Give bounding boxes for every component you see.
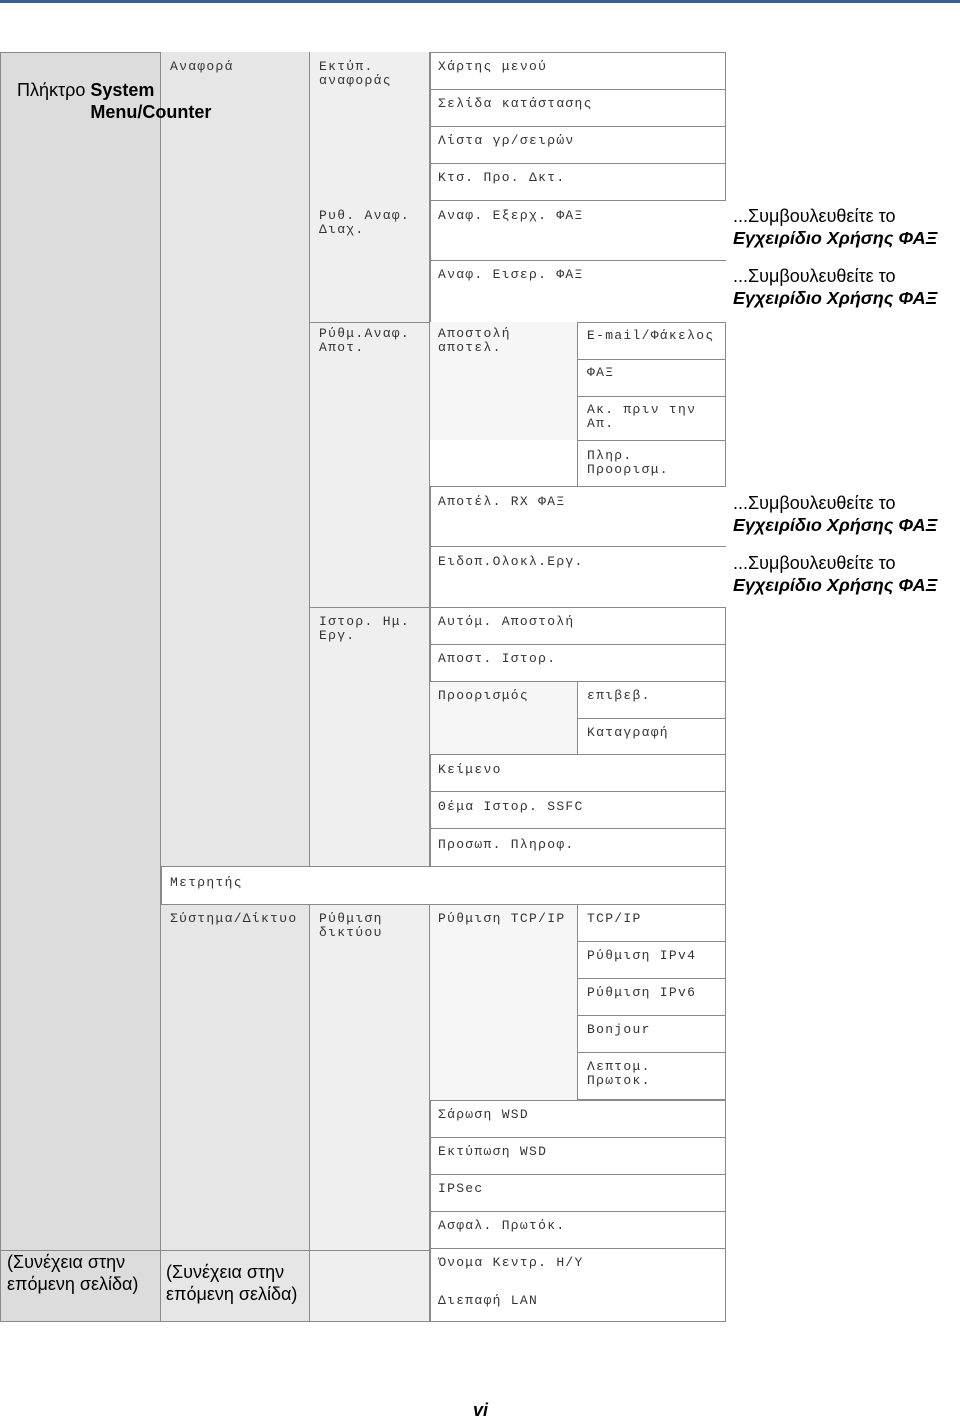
note-prefix: ...Συμβουλευθείτε το [733,553,896,573]
secure-protocol-item: Ασφαλ. Πρωτόκ. [438,1218,566,1233]
host-name-item: Όνομα Κεντρ. Η/Υ [438,1255,584,1270]
lan-interface-item: Διεπαφή LAN [438,1293,539,1308]
column-divider [309,904,310,1322]
note-manual: Εγχειρίδιο Χρήσης ΦΑΞ [733,288,938,308]
row-divider [310,322,430,323]
fax-manual-note [733,205,937,249]
border-line [160,52,161,1322]
email-folder-item: E-mail/Φάκελος [587,328,715,343]
print-report-label: Εκτύπ. αναφοράς [319,59,392,88]
note-prefix: ...Συμβουλευθείτε το [733,206,896,226]
personal-info-item: Προσωπ. Πληροφ. [438,837,575,852]
note-manual: Εγχειρίδιο Χρήσης ΦΑΞ [733,515,938,535]
col4-background [430,904,577,1101]
fax-manual-note [733,492,937,536]
report-label: Αναφορά [170,59,234,74]
status-page-item: Σελίδα κατάστασης [438,96,593,111]
row-divider [310,904,430,905]
job-finish-notice-item: Ειδοπ.Ολοκλ.Εργ. [438,554,584,569]
border-line [0,52,1,1322]
record-item: Καταγραφή [587,725,669,740]
wsd-print-item: Εκτύπωση WSD [438,1144,548,1159]
border-line [0,52,160,53]
note-prefix: ...Συμβουλευθείτε το [733,266,896,286]
incoming-fax-report-item: Αναφ. Εισερ. ΦΑΞ [438,267,584,282]
ipsec-item: IPSec [438,1181,484,1196]
key-label-prefix: Πλήκτρο [17,80,91,100]
col3-background [310,52,430,1322]
note-manual: Εγχειρίδιο Χρήσης ΦΑΞ [733,228,938,248]
menu-map-item: Χάρτης μενού [438,59,548,74]
wsd-scan-item: Σάρωση WSD [438,1107,530,1122]
ipv6-item: Ρύθμιση IPv6 [587,985,697,1000]
send-result-item: Αποστολή αποτελ. [438,326,511,355]
top-rule [0,0,960,3]
note-prefix: ...Συμβουλευθείτε το [733,493,896,513]
text-item: Κείμενο [438,762,502,777]
ipv4-item: Ρύθμιση IPv4 [587,948,697,963]
cell [161,866,726,905]
key-label-bold: System Menu/Counter [90,80,212,122]
job-log-history-label: Ιστορ. Ημ. Εργ. [319,614,411,643]
auto-sending-item: Αυτόμ. Αποστολή [438,614,575,629]
ssfc-subject-item: Θέμα Ιστορ. SSFC [438,799,584,814]
column-divider [309,52,310,866]
tcpip-settings-item: Ρύθμιση TCP/IP [438,911,566,926]
result-report-settings-label: Ρύθμ.Αναφ. Αποτ. [319,326,411,355]
border-line [160,1250,161,1322]
fax-rx-result-item: Αποτέλ. RX ΦΑΞ [438,494,566,509]
column-divider [429,52,430,866]
system-network-label: Σύστημα/Δίκτυο [170,911,298,926]
tcpip-item: TCP/IP [587,911,642,926]
dest-info-item: Πληρ. Προορισμ. [587,448,669,477]
font-list-item: Λίστα γρ/σειρών [438,133,575,148]
destination-item: Προορισμός [438,688,530,703]
note-manual: Εγχειρίδιο Χρήσης ΦΑΞ [733,575,938,595]
protocol-detail-item: Λεπτομ. Πρωτοκ. [587,1059,651,1088]
network-settings-label: Ρύθμιση δικτύου [319,911,383,940]
fax-manual-note [733,552,937,596]
column-divider [429,904,430,1322]
hdd-status-item: Κτσ. Προ. Δκτ. [438,170,566,185]
col1-background [1,52,161,1322]
bonjour-item: Bonjour [587,1022,651,1037]
row-divider [161,904,310,905]
col2-background [161,52,310,1322]
cancel-before-send-item: Ακ. πριν την Απ. [587,402,697,431]
continued-note: (Συνέχεια στην επόμενη σελίδα) [7,1252,139,1294]
send-history-item: Αποστ. Ιστορ. [438,651,557,666]
confirm-item: επιβεβ. [587,688,651,703]
counter-label: Μετρητής [170,875,243,890]
row-divider [310,607,430,608]
admin-report-settings-label: Ρυθ. Αναφ. Διαχ. [319,208,411,237]
continued-note: (Συνέχεια στην επόμενη σελίδα) [166,1262,298,1304]
page-number: vi [473,1400,489,1420]
fax-manual-note [733,265,937,309]
fax-item: ΦΑΞ [587,365,615,380]
outgoing-fax-report-item: Αναφ. Εξερχ. ΦΑΞ [438,208,584,223]
